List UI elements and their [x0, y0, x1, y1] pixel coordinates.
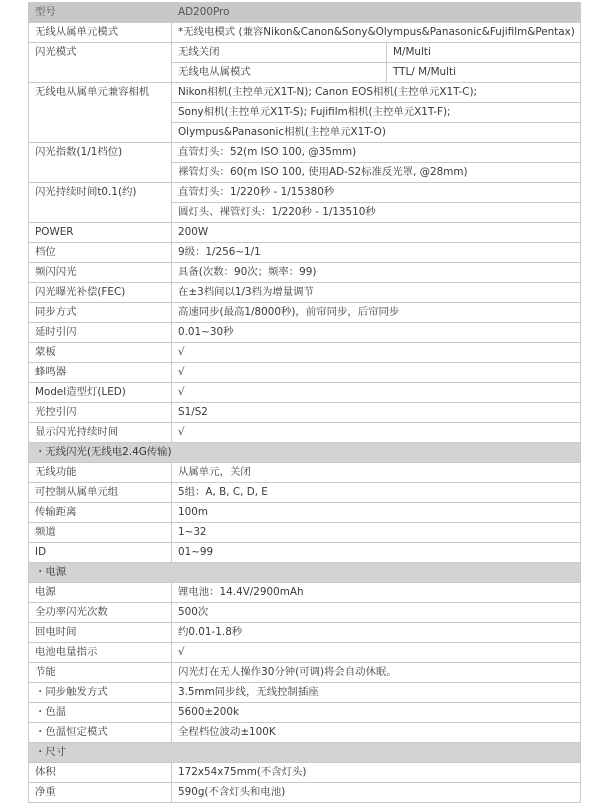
spec-value: 200W [172, 223, 581, 243]
spec-label: 节能 [29, 663, 172, 683]
spec-label: 传输距离 [29, 503, 172, 523]
spec-value: √ [172, 383, 581, 403]
table-row [29, 303, 581, 323]
spec-value: Olympus&Panasonic相机(主控单元X1T-O) [172, 123, 581, 143]
spec-value: Nikon相机(主控单元X1T-N); Canon EOS相机(主控单元X1T-C); [172, 83, 581, 103]
spec-value: Sony相机(主控单元X1T-S); Fujifilm相机(主控单元X1T-F); [172, 103, 581, 123]
spec-label: 无线功能 [29, 463, 172, 483]
spec-label: 全功率闪光次数 [29, 603, 172, 623]
model-value: AD200Pro [172, 3, 581, 23]
spec-label: 频闪闪光 [29, 263, 172, 283]
spec-value: 172x54x75mm(不含灯头) [172, 763, 581, 783]
spec-label: 可控制从属单元组 [29, 483, 172, 503]
table-row [29, 23, 581, 43]
table-row [29, 243, 581, 263]
spec-value: 9级：1/256~1/1 [172, 243, 581, 263]
section-header [29, 743, 581, 763]
spec-value: 圆灯头、裸管灯头：1/220秒 - 1/13510秒 [172, 203, 581, 223]
spec-label: 体积 [29, 763, 172, 783]
spec-value: 锂电池：14.4V/2900mAh [172, 583, 581, 603]
table-row [29, 43, 581, 63]
spec-value: 5600±200k [172, 703, 581, 723]
table-row [29, 223, 581, 243]
spec-sheet [28, 2, 580, 803]
spec-label: 闪光持续时间t0.1(约) [29, 183, 172, 223]
table-row [29, 83, 581, 103]
spec-value: 闪光灯在无人操作30分钟(可调)将会自动休眠。 [172, 663, 581, 683]
spec-label: ・色温 [29, 703, 172, 723]
spec-label: 蜂鸣器 [29, 363, 172, 383]
table-row [29, 363, 581, 383]
spec-label: 频道 [29, 523, 172, 543]
flash-mode-left: 无线电从属模式 [172, 63, 387, 83]
table-row [29, 703, 581, 723]
spec-value: 1~32 [172, 523, 581, 543]
spec-label: ・色温恒定模式 [29, 723, 172, 743]
spec-label: 无线从属单元模式 [29, 23, 172, 43]
spec-value: 全程档位波动±100K [172, 723, 581, 743]
table-row [29, 403, 581, 423]
spec-label: POWER [29, 223, 172, 243]
spec-label: 净重 [29, 783, 172, 803]
spec-value: 0.01~30秒 [172, 323, 581, 343]
spec-value: 约0.01-1.8秒 [172, 623, 581, 643]
spec-label: 延时引闪 [29, 323, 172, 343]
table-row [29, 263, 581, 283]
spec-value: 3.5mm同步线，无线控制插座 [172, 683, 581, 703]
table-row [29, 483, 581, 503]
table-row [29, 663, 581, 683]
spec-value: 在±3档间以1/3档为增量调节 [172, 283, 581, 303]
section-title: ・无线闪光(无线电2.4G传输) [29, 443, 581, 463]
section-header [29, 563, 581, 583]
spec-value: *无线电模式 (兼容Nikon&Canon&Sony&Olympus&Panasonic&Fujifilm&Pentax) [172, 23, 581, 43]
spec-value: 从属单元，关闭 [172, 463, 581, 483]
table-header-row [29, 3, 581, 23]
spec-label: 无线电从属单元兼容相机 [29, 83, 172, 143]
spec-value: √ [172, 343, 581, 363]
spec-value: 100m [172, 503, 581, 523]
spec-value: 590g(不含灯头和电池) [172, 783, 581, 803]
table-row [29, 523, 581, 543]
table-row [29, 503, 581, 523]
table-row [29, 383, 581, 403]
table-row [29, 323, 581, 343]
table-row [29, 423, 581, 443]
section-header [29, 443, 581, 463]
spec-label: 闪光曝光补偿(FEC) [29, 283, 172, 303]
table-row [29, 343, 581, 363]
table-row [29, 283, 581, 303]
flash-mode-right: TTL/ M/Multi [387, 63, 581, 83]
table-row [29, 583, 581, 603]
spec-label: 显示闪光持续时间 [29, 423, 172, 443]
table-row [29, 643, 581, 663]
table-row [29, 543, 581, 563]
table-row [29, 623, 581, 643]
section-title: ・尺寸 [29, 743, 581, 763]
spec-label: ID [29, 543, 172, 563]
spec-label: 同步方式 [29, 303, 172, 323]
spec-label: 光控引闪 [29, 403, 172, 423]
spec-value: 裸管灯头：60(m ISO 100, 使用AD-S2标准反光罩, @28mm) [172, 163, 581, 183]
spec-value: 具备(次数：90次；频率：99) [172, 263, 581, 283]
table-row [29, 183, 581, 203]
model-label: 型号 [29, 3, 172, 23]
flash-mode-right: M/Multi [387, 43, 581, 63]
spec-label: 档位 [29, 243, 172, 263]
spec-value: 直管灯头：1/220秒 - 1/15380秒 [172, 183, 581, 203]
flash-mode-left: 无线关闭 [172, 43, 387, 63]
spec-label: 回电时间 [29, 623, 172, 643]
spec-value: S1/S2 [172, 403, 581, 423]
table-row [29, 603, 581, 623]
spec-label: 电池电量指示 [29, 643, 172, 663]
table-row [29, 683, 581, 703]
spec-label: ・同步触发方式 [29, 683, 172, 703]
table-row [29, 143, 581, 163]
spec-label: 蒙板 [29, 343, 172, 363]
spec-value: 01~99 [172, 543, 581, 563]
spec-value: √ [172, 423, 581, 443]
spec-value: 高速同步(最高1/8000秒)，前帘同步，后帘同步 [172, 303, 581, 323]
spec-table [28, 2, 581, 803]
spec-value: √ [172, 363, 581, 383]
spec-value: 5组：A, B, C, D, E [172, 483, 581, 503]
spec-value: √ [172, 643, 581, 663]
spec-label: 闪光模式 [29, 43, 172, 83]
section-title: ・电源 [29, 563, 581, 583]
spec-value: 500次 [172, 603, 581, 623]
table-row [29, 723, 581, 743]
spec-label: 闪光指数(1/1档位) [29, 143, 172, 183]
spec-value: 直管灯头：52(m ISO 100, @35mm) [172, 143, 581, 163]
spec-label: Model造型灯(LED) [29, 383, 172, 403]
spec-label: 电源 [29, 583, 172, 603]
table-row [29, 763, 581, 783]
table-row [29, 463, 581, 483]
